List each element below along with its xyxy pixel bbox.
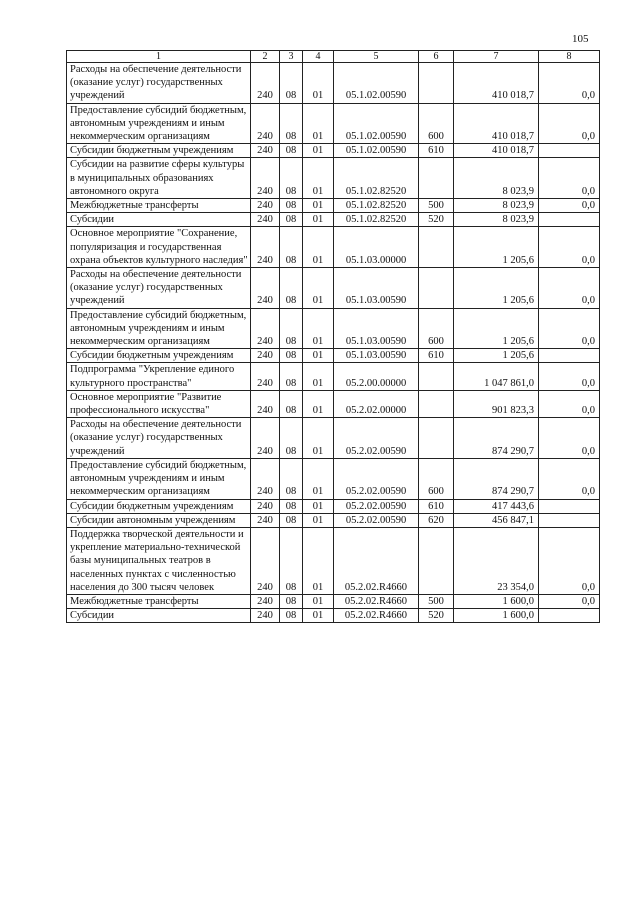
code-cell: 240 (251, 390, 280, 417)
row-name-cell: Субсидии бюджетным учреждениям (67, 499, 251, 513)
expense-type-cell (419, 158, 454, 199)
row-name-cell: Основное мероприятие "Сохранение, популяризация и государственная охрана объектов культурного наследия" (67, 227, 251, 268)
amount-cell: 0,0 (539, 527, 600, 594)
subsection-cell: 01 (303, 349, 334, 363)
table-row (67, 103, 600, 144)
section-cell: 08 (280, 213, 303, 227)
amount-cell: 417 443,6 (454, 499, 539, 513)
amount-cell: 23 354,0 (454, 527, 539, 594)
expense-type-cell (419, 268, 454, 309)
section-cell: 08 (280, 268, 303, 309)
table-row (67, 213, 600, 227)
amount-cell: 0,0 (539, 158, 600, 199)
subsection-cell: 01 (303, 213, 334, 227)
code-cell: 240 (251, 268, 280, 309)
amount-cell: 1 205,6 (454, 308, 539, 349)
table-row (67, 499, 600, 513)
expense-type-cell (419, 227, 454, 268)
subsection-cell: 01 (303, 499, 334, 513)
code-cell: 240 (251, 158, 280, 199)
target-article-cell: 05.2.02.00000 (334, 390, 419, 417)
subsection-cell: 01 (303, 458, 334, 499)
section-cell: 08 (280, 527, 303, 594)
code-cell: 240 (251, 63, 280, 104)
row-name-cell: Расходы на обеспечение деятельности (оказание услуг) государственных учреждений (67, 63, 251, 104)
table-row (67, 513, 600, 527)
code-cell: 240 (251, 594, 280, 608)
code-cell: 240 (251, 349, 280, 363)
section-cell: 08 (280, 513, 303, 527)
row-name-cell: Поддержка творческой деятельности и укрепление материально-технической базы муниципальных театров в населенных пунктах с численностью населения до 300 тысяч человек (67, 527, 251, 594)
target-article-cell: 05.1.02.82520 (334, 158, 419, 199)
subsection-cell: 01 (303, 227, 334, 268)
row-name-cell: Субсидии автономным учреждениям (67, 513, 251, 527)
expense-type-cell (419, 63, 454, 104)
target-article-cell: 05.1.03.00000 (334, 227, 419, 268)
column-header: 7 (454, 51, 539, 63)
amount-cell: 1 205,6 (454, 349, 539, 363)
amount-cell: 874 290,7 (454, 458, 539, 499)
section-cell: 08 (280, 458, 303, 499)
amount-cell (539, 499, 600, 513)
amount-cell: 0,0 (539, 227, 600, 268)
target-article-cell: 05.2.02.00590 (334, 513, 419, 527)
section-cell: 08 (280, 158, 303, 199)
expense-type-cell: 600 (419, 458, 454, 499)
row-name-cell: Субсидии бюджетным учреждениям (67, 349, 251, 363)
section-cell: 08 (280, 63, 303, 104)
column-header: 5 (334, 51, 419, 63)
code-cell: 240 (251, 144, 280, 158)
section-cell: 08 (280, 308, 303, 349)
section-cell: 08 (280, 349, 303, 363)
column-header: 4 (303, 51, 334, 63)
table-row (67, 527, 600, 594)
expense-type-cell: 610 (419, 349, 454, 363)
amount-cell (539, 349, 600, 363)
section-cell: 08 (280, 363, 303, 390)
amount-cell: 901 823,3 (454, 390, 539, 417)
target-article-cell: 05.2.02.00590 (334, 418, 419, 459)
subsection-cell: 01 (303, 158, 334, 199)
amount-cell: 0,0 (539, 63, 600, 104)
column-header: 1 (67, 51, 251, 63)
amount-cell: 1 600,0 (454, 594, 539, 608)
subsection-cell: 01 (303, 594, 334, 608)
target-article-cell: 05.1.03.00590 (334, 268, 419, 309)
row-name-cell: Субсидии (67, 213, 251, 227)
table-row (67, 63, 600, 104)
amount-cell (539, 144, 600, 158)
amount-cell: 0,0 (539, 268, 600, 309)
amount-cell: 8 023,9 (454, 199, 539, 213)
row-name-cell: Предоставление субсидий бюджетным, автономным учреждениям и иным некоммерческим организациям (67, 458, 251, 499)
amount-cell: 1 205,6 (454, 268, 539, 309)
expense-type-cell: 600 (419, 103, 454, 144)
code-cell: 240 (251, 227, 280, 268)
row-name-cell: Предоставление субсидий бюджетным, автономным учреждениям и иным некоммерческим организациям (67, 308, 251, 349)
subsection-cell: 01 (303, 199, 334, 213)
row-name-cell: Расходы на обеспечение деятельности (оказание услуг) государственных учреждений (67, 268, 251, 309)
row-name-cell: Межбюджетные трансферты (67, 594, 251, 608)
target-article-cell: 05.2.00.00000 (334, 363, 419, 390)
subsection-cell: 01 (303, 390, 334, 417)
section-cell: 08 (280, 390, 303, 417)
table-row (67, 458, 600, 499)
code-cell: 240 (251, 458, 280, 499)
expense-type-cell: 600 (419, 308, 454, 349)
table-row (67, 199, 600, 213)
table-row (67, 144, 600, 158)
amount-cell: 410 018,7 (454, 63, 539, 104)
amount-cell: 874 290,7 (454, 418, 539, 459)
target-article-cell: 05.1.03.00590 (334, 349, 419, 363)
table-row (67, 308, 600, 349)
amount-cell: 8 023,9 (454, 158, 539, 199)
expense-type-cell (419, 363, 454, 390)
subsection-cell: 01 (303, 418, 334, 459)
code-cell: 240 (251, 103, 280, 144)
target-article-cell: 05.1.02.82520 (334, 199, 419, 213)
code-cell: 240 (251, 513, 280, 527)
amount-cell: 0,0 (539, 363, 600, 390)
table-header-row (67, 51, 600, 63)
amount-cell: 0,0 (539, 594, 600, 608)
section-cell: 08 (280, 227, 303, 268)
code-cell: 240 (251, 609, 280, 623)
budget-table (66, 50, 600, 623)
table-row (67, 418, 600, 459)
amount-cell: 456 847,1 (454, 513, 539, 527)
expense-type-cell (419, 418, 454, 459)
target-article-cell: 05.2.02.R4660 (334, 527, 419, 594)
table-row (67, 268, 600, 309)
section-cell: 08 (280, 103, 303, 144)
code-cell: 240 (251, 199, 280, 213)
expense-type-cell: 520 (419, 213, 454, 227)
table-row (67, 390, 600, 417)
amount-cell: 0,0 (539, 103, 600, 144)
subsection-cell: 01 (303, 268, 334, 309)
subsection-cell: 01 (303, 363, 334, 390)
expense-type-cell (419, 390, 454, 417)
amount-cell: 0,0 (539, 390, 600, 417)
row-name-cell: Межбюджетные трансферты (67, 199, 251, 213)
code-cell: 240 (251, 213, 280, 227)
target-article-cell: 05.1.02.00590 (334, 144, 419, 158)
target-article-cell: 05.1.02.00590 (334, 63, 419, 104)
target-article-cell: 05.1.02.00590 (334, 103, 419, 144)
section-cell: 08 (280, 594, 303, 608)
amount-cell: 1 600,0 (454, 609, 539, 623)
subsection-cell: 01 (303, 144, 334, 158)
column-header: 6 (419, 51, 454, 63)
code-cell: 240 (251, 308, 280, 349)
expense-type-cell: 520 (419, 609, 454, 623)
target-article-cell: 05.2.02.00590 (334, 458, 419, 499)
amount-cell: 0,0 (539, 199, 600, 213)
expense-type-cell: 610 (419, 144, 454, 158)
section-cell: 08 (280, 609, 303, 623)
expense-type-cell: 610 (419, 499, 454, 513)
subsection-cell: 01 (303, 63, 334, 104)
amount-cell: 410 018,7 (454, 144, 539, 158)
code-cell: 240 (251, 527, 280, 594)
row-name-cell: Расходы на обеспечение деятельности (оказание услуг) государственных учреждений (67, 418, 251, 459)
target-article-cell: 05.2.02.00590 (334, 499, 419, 513)
table-row (67, 609, 600, 623)
amount-cell: 410 018,7 (454, 103, 539, 144)
column-header: 8 (539, 51, 600, 63)
target-article-cell: 05.1.02.82520 (334, 213, 419, 227)
amount-cell (539, 609, 600, 623)
row-name-cell: Субсидии бюджетным учреждениям (67, 144, 251, 158)
section-cell: 08 (280, 499, 303, 513)
target-article-cell: 05.2.02.R4660 (334, 609, 419, 623)
section-cell: 08 (280, 418, 303, 459)
expense-type-cell: 500 (419, 199, 454, 213)
section-cell: 08 (280, 144, 303, 158)
amount-cell (539, 213, 600, 227)
subsection-cell: 01 (303, 103, 334, 144)
page-number: 105 (572, 33, 589, 45)
target-article-cell: 05.1.03.00590 (334, 308, 419, 349)
target-article-cell: 05.2.02.R4660 (334, 594, 419, 608)
table-row (67, 594, 600, 608)
row-name-cell: Субсидии на развитие сферы культуры в муниципальных образованиях автономного округа (67, 158, 251, 199)
amount-cell: 1 205,6 (454, 227, 539, 268)
amount-cell: 0,0 (539, 418, 600, 459)
row-name-cell: Подпрограмма "Укрепление единого культурного пространства" (67, 363, 251, 390)
amount-cell: 0,0 (539, 458, 600, 499)
code-cell: 240 (251, 499, 280, 513)
subsection-cell: 01 (303, 513, 334, 527)
row-name-cell: Основное мероприятие "Развитие профессионального искусства" (67, 390, 251, 417)
expense-type-cell: 620 (419, 513, 454, 527)
amount-cell: 0,0 (539, 308, 600, 349)
table-row (67, 227, 600, 268)
column-header: 3 (280, 51, 303, 63)
table-row (67, 363, 600, 390)
table-row (67, 158, 600, 199)
expense-type-cell (419, 527, 454, 594)
section-cell: 08 (280, 199, 303, 213)
column-header: 2 (251, 51, 280, 63)
amount-cell (539, 513, 600, 527)
expense-type-cell: 500 (419, 594, 454, 608)
row-name-cell: Субсидии (67, 609, 251, 623)
subsection-cell: 01 (303, 609, 334, 623)
row-name-cell: Предоставление субсидий бюджетным, автономным учреждениям и иным некоммерческим организациям (67, 103, 251, 144)
subsection-cell: 01 (303, 308, 334, 349)
code-cell: 240 (251, 363, 280, 390)
subsection-cell: 01 (303, 527, 334, 594)
table-row (67, 349, 600, 363)
code-cell: 240 (251, 418, 280, 459)
amount-cell: 8 023,9 (454, 213, 539, 227)
amount-cell: 1 047 861,0 (454, 363, 539, 390)
table-body (67, 63, 600, 623)
